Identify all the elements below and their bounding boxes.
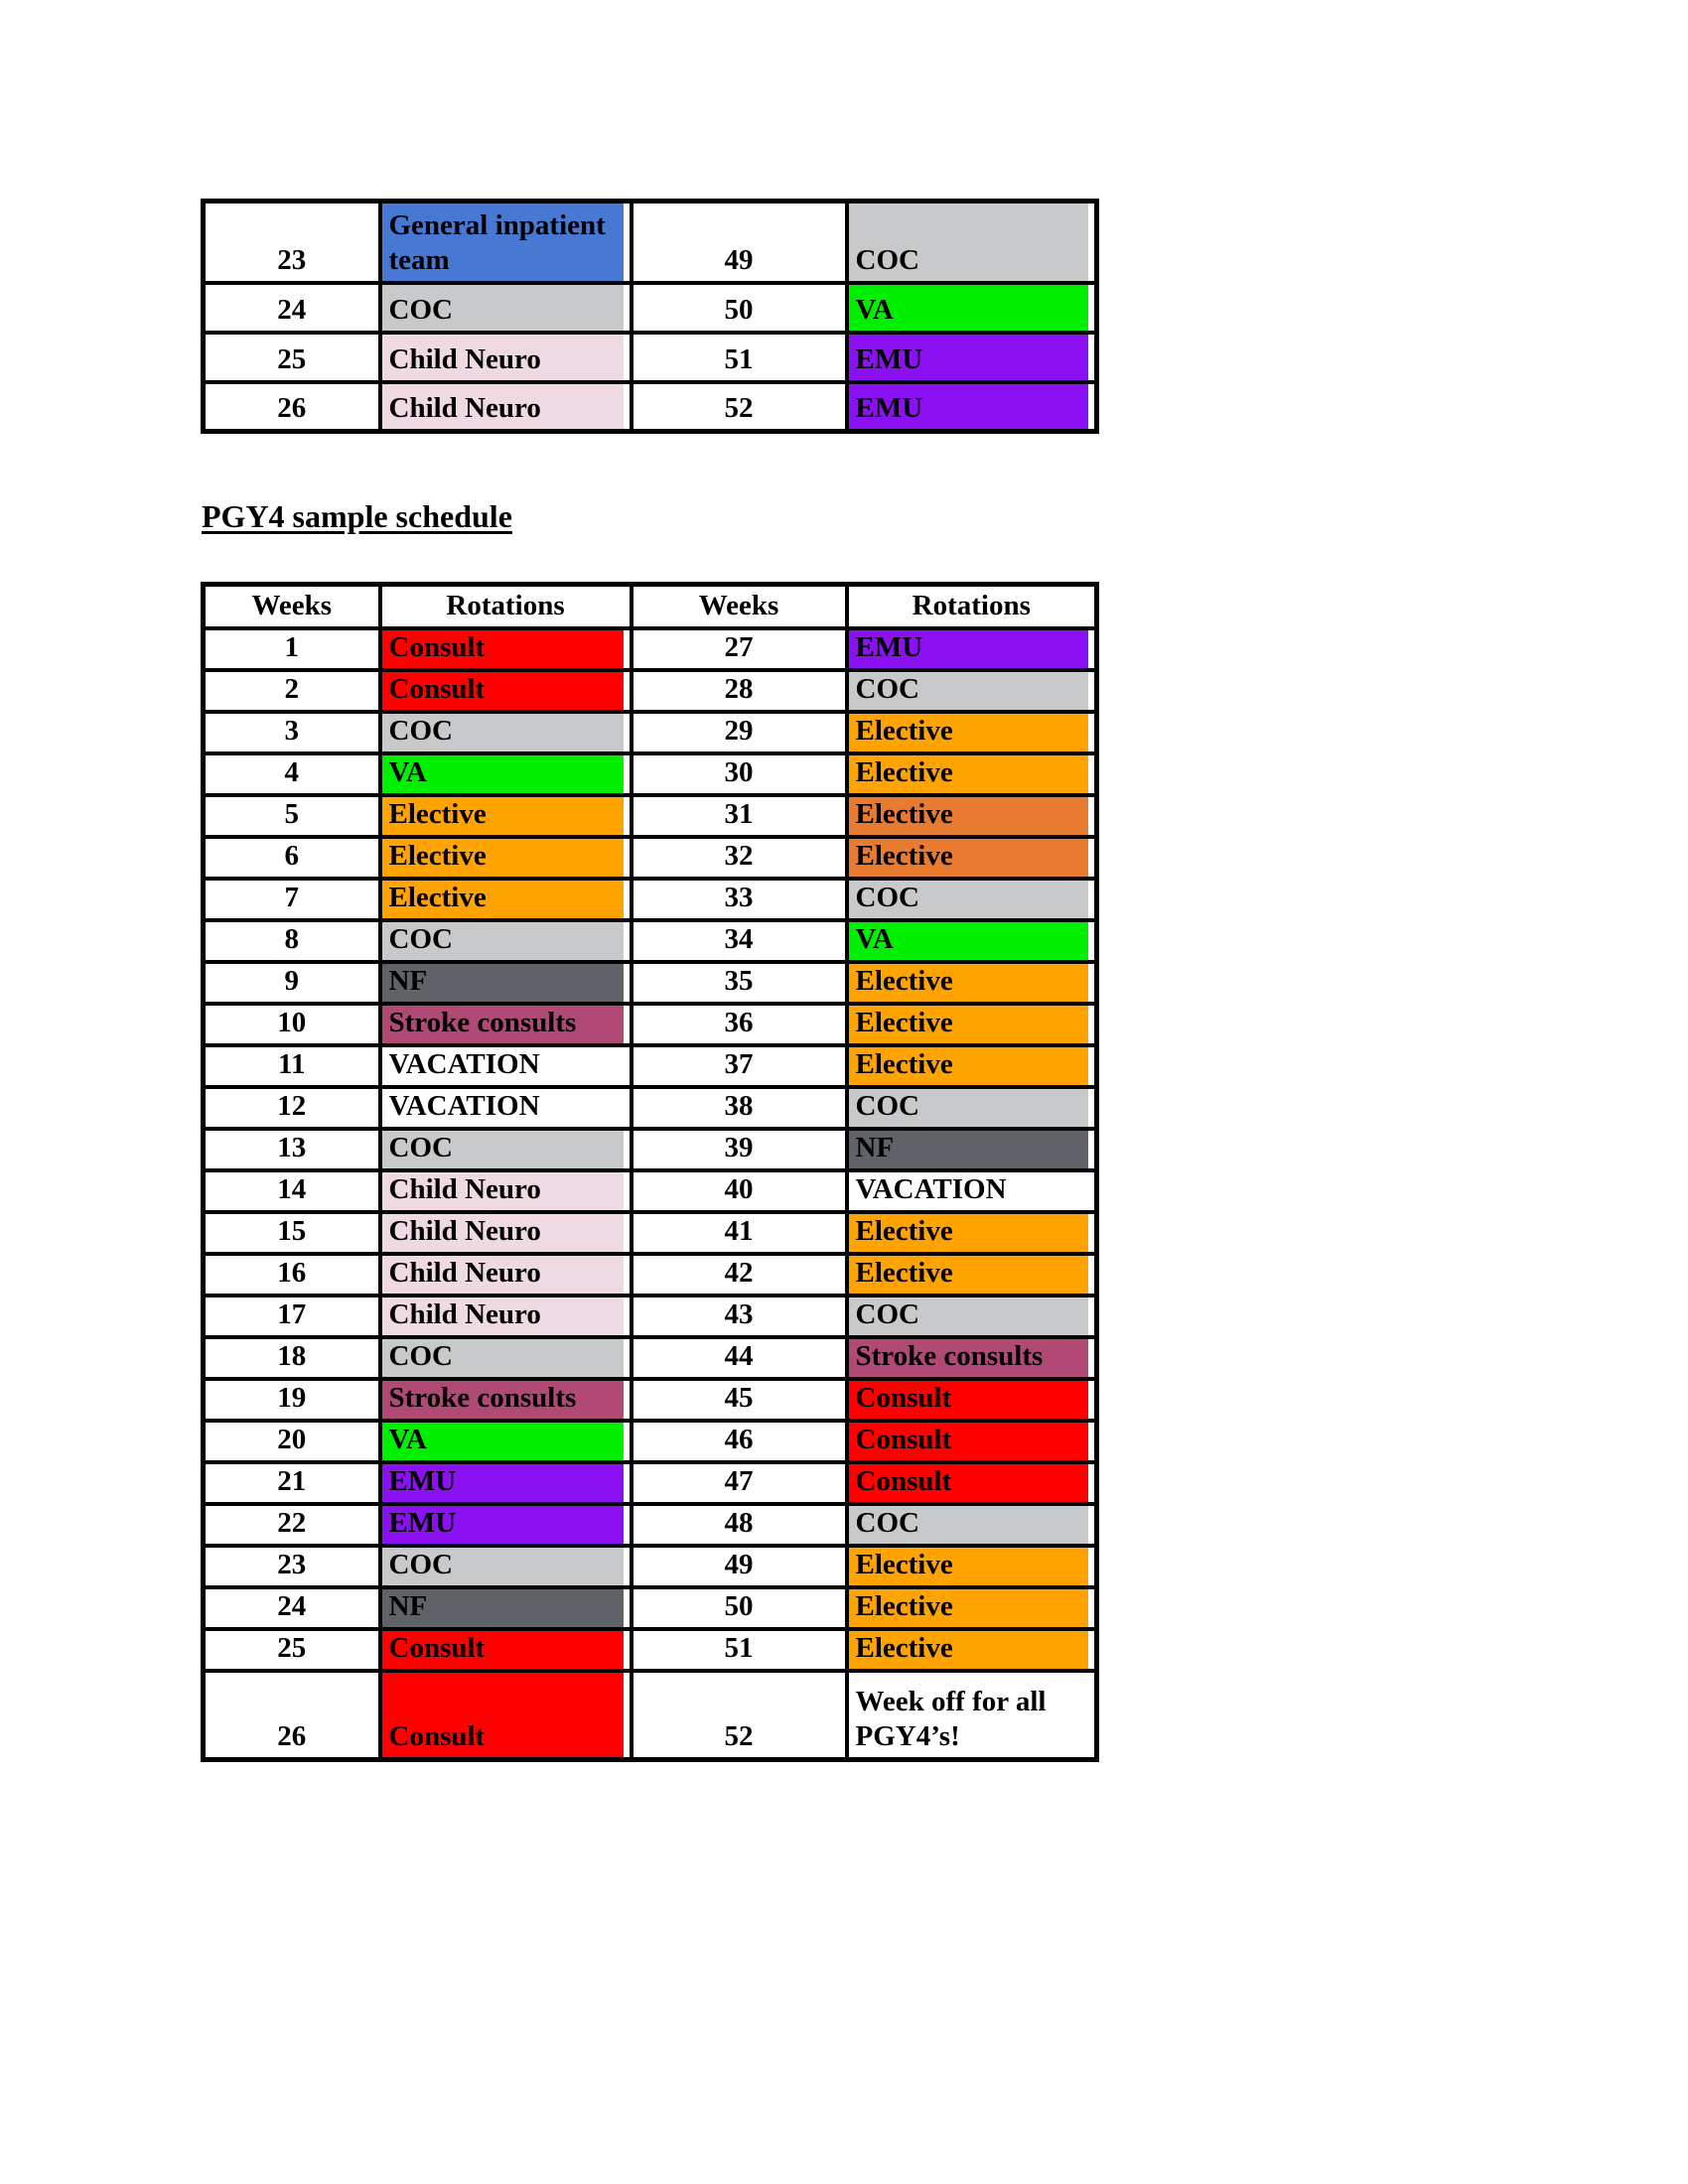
rotation-cell: Elective: [847, 753, 1097, 795]
rotation-cell: Elective: [847, 837, 1097, 879]
rotation-cell: VA: [380, 1421, 632, 1462]
column-header-weeks: Weeks: [632, 585, 847, 628]
week-cell: 22: [204, 1504, 380, 1546]
rotation-cell: Child Neuro: [380, 333, 632, 382]
rotation-cell: COC: [380, 283, 632, 333]
week-cell: 50: [632, 1587, 847, 1629]
week-cell: 34: [632, 920, 847, 962]
week-cell: 26: [204, 382, 380, 432]
rotation-cell: Consult: [847, 1379, 1097, 1421]
week-cell: 37: [632, 1045, 847, 1087]
table-row: [204, 920, 1097, 962]
rotation-cell: Elective: [847, 795, 1097, 837]
table-row: [204, 1087, 1097, 1129]
rotation-cell: Elective: [847, 1629, 1097, 1671]
rotation-cell: Elective: [847, 712, 1097, 753]
header-row: [204, 585, 1097, 628]
table-row: [204, 283, 1097, 333]
table-row: [204, 795, 1097, 837]
week-cell: 25: [204, 333, 380, 382]
week-cell: 17: [204, 1296, 380, 1337]
rotation-cell: VACATION: [380, 1087, 632, 1129]
rotation-cell: EMU: [380, 1462, 632, 1504]
rotation-cell: EMU: [847, 382, 1097, 432]
table-row: [204, 382, 1097, 432]
week-cell: 52: [632, 382, 847, 432]
week-cell: 2: [204, 670, 380, 712]
table-row: [204, 1212, 1097, 1254]
week-cell: 52: [632, 1671, 847, 1760]
rotation-cell: Consult: [847, 1462, 1097, 1504]
rotation-cell: COC: [380, 920, 632, 962]
rotation-cell: Child Neuro: [380, 1254, 632, 1296]
table-row: [204, 1254, 1097, 1296]
week-cell: 45: [632, 1379, 847, 1421]
week-cell: 25: [204, 1629, 380, 1671]
table-row: [204, 1379, 1097, 1421]
rotation-cell: Elective: [847, 1254, 1097, 1296]
rotation-cell: Elective: [380, 795, 632, 837]
rotation-cell: COC: [847, 670, 1097, 712]
table-row: [204, 1587, 1097, 1629]
rotation-cell: VACATION: [847, 1170, 1097, 1212]
rotation-cell: Child Neuro: [380, 1296, 632, 1337]
week-cell: 42: [632, 1254, 847, 1296]
rotation-cell: VACATION: [380, 1045, 632, 1087]
continuation-table-body: [204, 202, 1097, 432]
week-cell: 5: [204, 795, 380, 837]
rotation-cell: Elective: [847, 1212, 1097, 1254]
rotation-cell: EMU: [847, 628, 1097, 670]
rotation-cell: VA: [380, 753, 632, 795]
rotation-cell: NF: [380, 1587, 632, 1629]
week-cell: 33: [632, 879, 847, 920]
week-cell: 47: [632, 1462, 847, 1504]
rotation-cell: Elective: [847, 962, 1097, 1004]
week-cell: 19: [204, 1379, 380, 1421]
pgy3-continuation-table: [201, 199, 1099, 434]
week-cell: 36: [632, 1004, 847, 1045]
rotation-cell: VA: [847, 283, 1097, 333]
rotation-cell: Stroke consults: [847, 1337, 1097, 1379]
rotation-cell: EMU: [380, 1504, 632, 1546]
table-row: [204, 879, 1097, 920]
rotation-cell: COC: [380, 1546, 632, 1587]
table-row: [204, 670, 1097, 712]
column-header-weeks: Weeks: [204, 585, 380, 628]
week-cell: 49: [632, 202, 847, 283]
rotation-cell: COC: [847, 202, 1097, 283]
rotation-cell: COC: [847, 879, 1097, 920]
table-row: [204, 202, 1097, 283]
rotation-cell: NF: [380, 962, 632, 1004]
rotation-cell: Consult: [380, 670, 632, 712]
rotation-cell: COC: [380, 1337, 632, 1379]
rotation-cell: Consult: [380, 1671, 632, 1760]
week-cell: 24: [204, 1587, 380, 1629]
table-row: [204, 1462, 1097, 1504]
week-cell: 44: [632, 1337, 847, 1379]
rotation-cell: Consult: [847, 1421, 1097, 1462]
rotation-cell: Stroke consults: [380, 1379, 632, 1421]
rotation-cell: Week off for all PGY4’s!: [847, 1671, 1097, 1760]
week-cell: 31: [632, 795, 847, 837]
table-row: [204, 1629, 1097, 1671]
rotation-cell: Elective: [847, 1546, 1097, 1587]
rotation-cell: Stroke consults: [380, 1004, 632, 1045]
week-cell: 46: [632, 1421, 847, 1462]
table-row: [204, 962, 1097, 1004]
week-cell: 23: [204, 202, 380, 283]
table-row: [204, 333, 1097, 382]
week-cell: 49: [632, 1546, 847, 1587]
table-row: [204, 1004, 1097, 1045]
week-cell: 7: [204, 879, 380, 920]
rotation-cell: Elective: [847, 1587, 1097, 1629]
table-row: [204, 628, 1097, 670]
table-row: [204, 712, 1097, 753]
week-cell: 38: [632, 1087, 847, 1129]
week-cell: 12: [204, 1087, 380, 1129]
table-row: [204, 1045, 1097, 1087]
week-cell: 50: [632, 283, 847, 333]
table-row: [204, 1671, 1097, 1760]
week-cell: 14: [204, 1170, 380, 1212]
week-cell: 8: [204, 920, 380, 962]
week-cell: 32: [632, 837, 847, 879]
week-cell: 6: [204, 837, 380, 879]
table-row: [204, 1504, 1097, 1546]
rotation-cell: Child Neuro: [380, 1212, 632, 1254]
week-cell: 51: [632, 333, 847, 382]
week-cell: 23: [204, 1546, 380, 1587]
week-cell: 20: [204, 1421, 380, 1462]
rotation-cell: COC: [847, 1087, 1097, 1129]
rotation-cell: NF: [847, 1129, 1097, 1170]
week-cell: 16: [204, 1254, 380, 1296]
week-cell: 39: [632, 1129, 847, 1170]
table-row: [204, 1337, 1097, 1379]
week-cell: 28: [632, 670, 847, 712]
week-cell: 10: [204, 1004, 380, 1045]
rotation-cell: COC: [380, 712, 632, 753]
week-cell: 26: [204, 1671, 380, 1760]
week-cell: 21: [204, 1462, 380, 1504]
week-cell: 24: [204, 283, 380, 333]
week-cell: 15: [204, 1212, 380, 1254]
table-row: [204, 1129, 1097, 1170]
week-cell: 29: [632, 712, 847, 753]
table-row: [204, 1170, 1097, 1212]
week-cell: 9: [204, 962, 380, 1004]
week-cell: 3: [204, 712, 380, 753]
week-cell: 30: [632, 753, 847, 795]
week-cell: 11: [204, 1045, 380, 1087]
column-header-rotations: Rotations: [847, 585, 1097, 628]
week-cell: 27: [632, 628, 847, 670]
week-cell: 41: [632, 1212, 847, 1254]
table-row: [204, 837, 1097, 879]
week-cell: 1: [204, 628, 380, 670]
schedule-table-header: [204, 585, 1097, 628]
week-cell: 40: [632, 1170, 847, 1212]
rotation-cell: COC: [380, 1129, 632, 1170]
rotation-cell: Elective: [380, 837, 632, 879]
schedule-table-body: [204, 628, 1097, 1760]
week-cell: 43: [632, 1296, 847, 1337]
rotation-cell: Child Neuro: [380, 1170, 632, 1212]
column-header-rotations: Rotations: [380, 585, 632, 628]
rotation-cell: General inpatient team: [380, 202, 632, 283]
table-row: [204, 753, 1097, 795]
rotation-cell: Elective: [847, 1045, 1097, 1087]
table-row: [204, 1296, 1097, 1337]
table-row: [204, 1421, 1097, 1462]
week-cell: 13: [204, 1129, 380, 1170]
rotation-cell: COC: [847, 1504, 1097, 1546]
week-cell: 35: [632, 962, 847, 1004]
rotation-cell: VA: [847, 920, 1097, 962]
week-cell: 51: [632, 1629, 847, 1671]
rotation-cell: Elective: [380, 879, 632, 920]
rotation-cell: EMU: [847, 333, 1097, 382]
week-cell: 48: [632, 1504, 847, 1546]
table-row: [204, 1546, 1097, 1587]
rotation-cell: COC: [847, 1296, 1097, 1337]
week-cell: 18: [204, 1337, 380, 1379]
rotation-cell: Consult: [380, 1629, 632, 1671]
rotation-cell: Elective: [847, 1004, 1097, 1045]
rotation-cell: Consult: [380, 628, 632, 670]
pgy4-schedule-table: [201, 582, 1099, 1762]
week-cell: 4: [204, 753, 380, 795]
pgy4-schedule-heading: PGY4 sample schedule: [202, 498, 512, 534]
rotation-cell: Child Neuro: [380, 382, 632, 432]
